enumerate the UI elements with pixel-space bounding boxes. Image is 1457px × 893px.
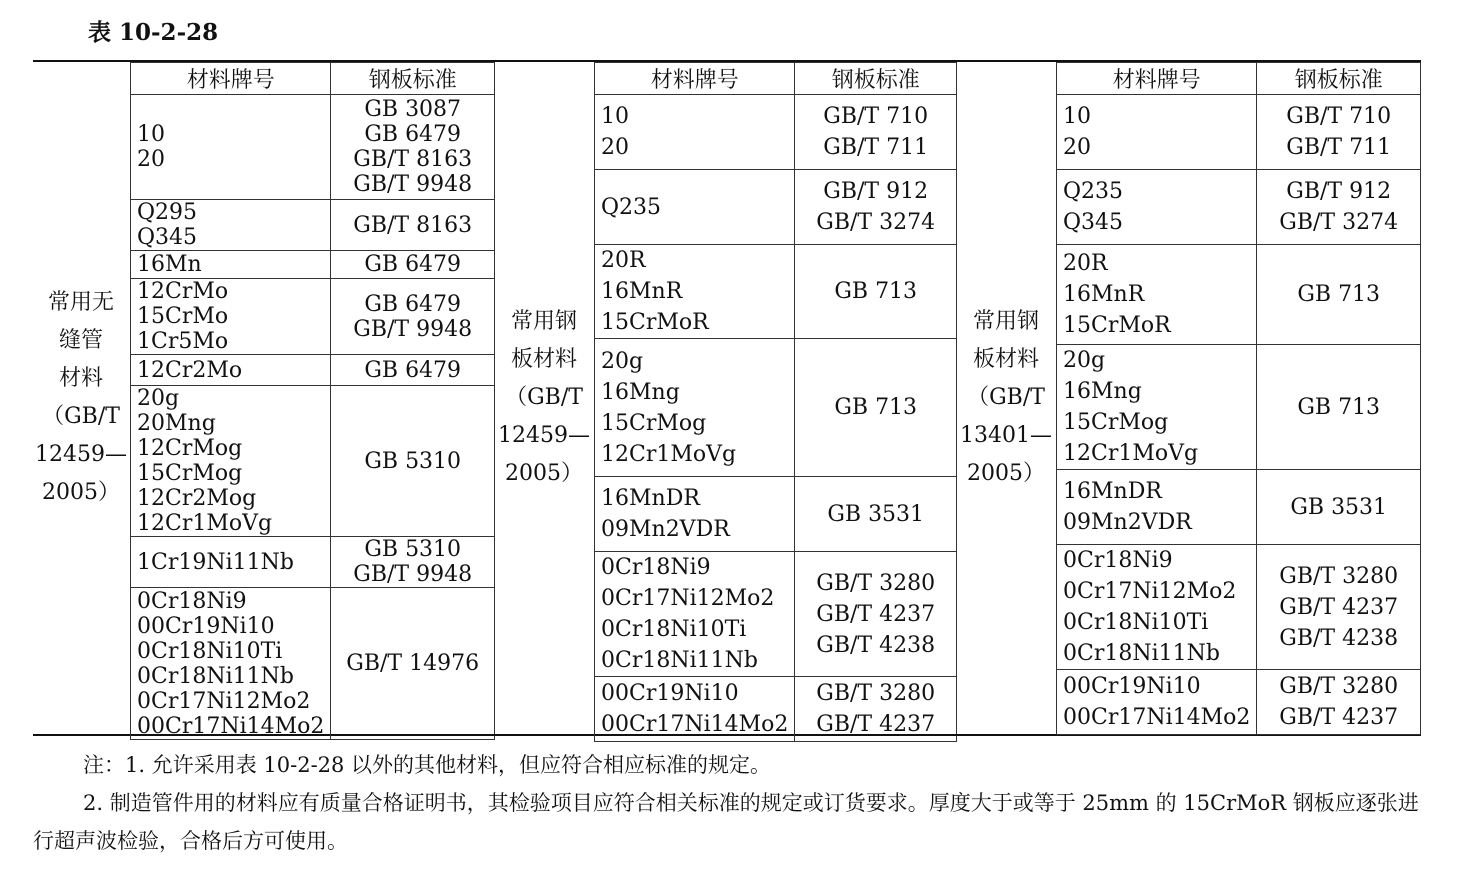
material-cell: 20g 16Mng 15CrMog 12Cr1MoVg bbox=[1057, 345, 1257, 470]
material-cell: 20R 16MnR 15CrMoR bbox=[1057, 245, 1257, 345]
table-caption: 表 10-2-28 bbox=[88, 19, 219, 46]
header-material: 材料牌号 bbox=[131, 63, 331, 95]
material-cell: 12CrMo 15CrMo 1Cr5Mo bbox=[131, 279, 331, 355]
note-1: 注：1. 允许采用表 10-2-28 以外的其他材料，但应符合相应标准的规定。 bbox=[83, 753, 772, 777]
material-cell: 20R 16MnR 15CrMoR bbox=[595, 245, 795, 339]
group-label bbox=[33, 62, 129, 734]
standard-cell: GB/T 3280 GB/T 4237 bbox=[1257, 670, 1421, 735]
group-table bbox=[1056, 62, 1421, 735]
header-standard: 钢板标准 bbox=[1257, 63, 1421, 95]
group-label-text: 常用无 缝管 材料 （GB/T 12459— 2005） bbox=[35, 290, 127, 505]
materials-table bbox=[33, 60, 1421, 739]
material-cell: 16MnDR 09Mn2VDR bbox=[595, 477, 795, 552]
group-label bbox=[494, 62, 594, 734]
group-label bbox=[956, 62, 1056, 734]
material-cell: 0Cr18Ni9 00Cr19Ni10 0Cr18Ni10Ti 0Cr18Ni11Nb 0Cr17Ni12Mo2 00Cr17Ni14Mo2 bbox=[131, 588, 331, 740]
standard-cell: GB 6479 GB/T 9948 bbox=[331, 279, 495, 355]
standard-cell: GB/T 8163 bbox=[331, 200, 495, 251]
group-table bbox=[594, 62, 957, 742]
standard-cell: GB 5310 bbox=[331, 386, 495, 537]
standard-cell: GB/T 912 GB/T 3274 bbox=[1257, 170, 1421, 245]
material-cell: 12Cr2Mo bbox=[131, 355, 331, 386]
standard-cell: GB 3531 bbox=[795, 477, 957, 552]
standard-cell: GB 5310 GB/T 9948 bbox=[331, 537, 495, 588]
standard-cell: GB 3531 bbox=[1257, 470, 1421, 545]
material-cell: 10 20 bbox=[595, 95, 795, 170]
material-cell: 0Cr18Ni9 0Cr17Ni12Mo2 0Cr18Ni10Ti 0Cr18Ni11Nb bbox=[595, 552, 795, 677]
material-cell: 00Cr19Ni10 00Cr17Ni14Mo2 bbox=[1057, 670, 1257, 735]
header-material: 材料牌号 bbox=[1057, 63, 1257, 95]
material-cell: 16Mn bbox=[131, 251, 331, 279]
standard-cell: GB 6479 bbox=[331, 355, 495, 386]
material-cell: 20g 20Mng 12CrMog 15CrMog 12Cr2Mog 12Cr1MoVg bbox=[131, 386, 331, 537]
standard-cell: GB 713 bbox=[1257, 245, 1421, 345]
material-cell: 20g 16Mng 15CrMog 12Cr1MoVg bbox=[595, 339, 795, 477]
note-2: 2. 制造管件用的材料应有质量合格证明书，其检验项目应符合相关标准的规定或订货要求。厚度大于或等于 25mm 的 15CrMoR 钢板应逐张进行超声波检验，合格后方可使用。 bbox=[33, 791, 1419, 853]
material-cell: 16MnDR 09Mn2VDR bbox=[1057, 470, 1257, 545]
standard-cell: GB 713 bbox=[795, 339, 957, 477]
standard-cell: GB 713 bbox=[795, 245, 957, 339]
standard-cell: GB 6479 bbox=[331, 251, 495, 279]
table-notes bbox=[33, 746, 1423, 860]
material-cell: Q235 Q345 bbox=[1057, 170, 1257, 245]
material-cell: Q235 bbox=[595, 170, 795, 245]
material-cell: 10 20 bbox=[131, 95, 331, 200]
material-cell: 10 20 bbox=[1057, 95, 1257, 170]
material-cell: 1Cr19Ni11Nb bbox=[131, 537, 331, 588]
standard-cell: GB/T 710 GB/T 711 bbox=[1257, 95, 1421, 170]
material-cell: 0Cr18Ni9 0Cr17Ni12Mo2 0Cr18Ni10Ti 0Cr18Ni11Nb bbox=[1057, 545, 1257, 670]
standard-cell: GB/T 3280 GB/T 4237 GB/T 4238 bbox=[795, 552, 957, 677]
group-label-text: 常用钢 板材料 （GB/T 13401— 2005） bbox=[960, 309, 1052, 486]
group-seamless-pipe bbox=[33, 60, 495, 739]
standard-cell: GB/T 3280 GB/T 4237 bbox=[795, 677, 957, 742]
material-cell: Q295 Q345 bbox=[131, 200, 331, 251]
standard-cell: GB 713 bbox=[1257, 345, 1421, 470]
group-table bbox=[130, 62, 495, 740]
standard-cell: GB/T 14976 bbox=[331, 588, 495, 740]
standard-cell: GB 3087 GB 6479 GB/T 8163 GB/T 9948 bbox=[331, 95, 495, 200]
material-cell: 00Cr19Ni10 00Cr17Ni14Mo2 bbox=[595, 677, 795, 742]
standard-cell: GB/T 912 GB/T 3274 bbox=[795, 170, 957, 245]
standard-cell: GB/T 710 GB/T 711 bbox=[795, 95, 957, 170]
header-material: 材料牌号 bbox=[595, 63, 795, 95]
header-standard: 钢板标准 bbox=[795, 63, 957, 95]
group-label-text: 常用钢 板材料 （GB/T 12459— 2005） bbox=[498, 309, 590, 486]
header-standard: 钢板标准 bbox=[331, 63, 495, 95]
standard-cell: GB/T 3280 GB/T 4237 GB/T 4238 bbox=[1257, 545, 1421, 670]
group-steel-plate-12459 bbox=[494, 60, 957, 736]
group-steel-plate-13401 bbox=[956, 60, 1421, 736]
